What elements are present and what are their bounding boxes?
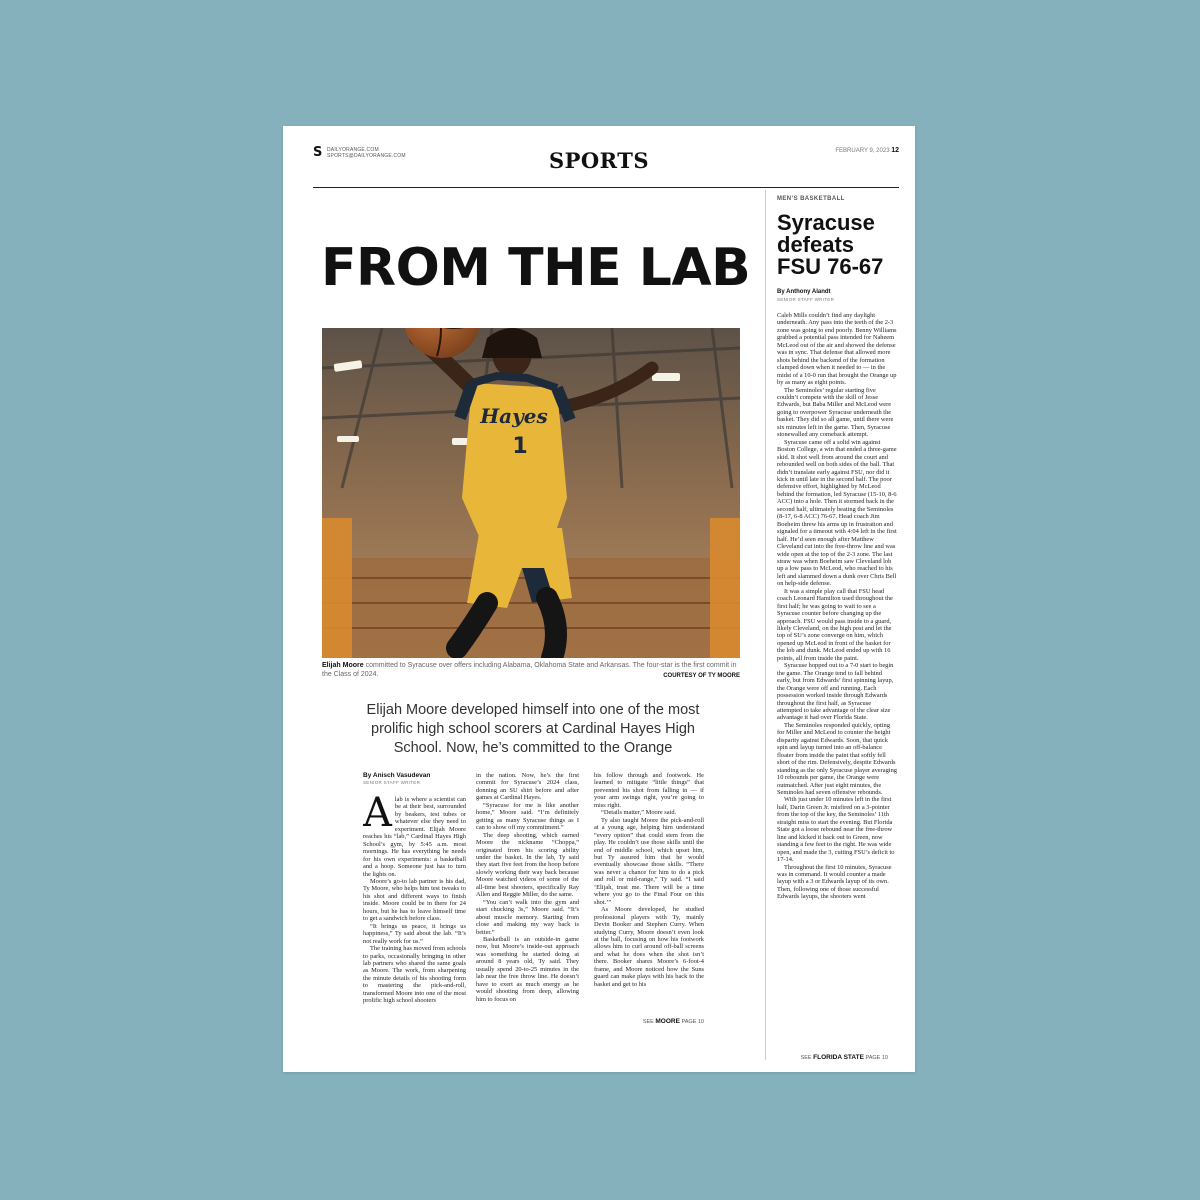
sidebar-headline: Syracuse defeats FSU 76-67	[777, 210, 884, 279]
main-headline: FROM THE LAB	[321, 238, 751, 298]
jump-word: FLORIDA STATE	[813, 1054, 864, 1061]
jersey-number: 1	[512, 434, 528, 459]
daily-orange-logo: S	[313, 145, 323, 160]
story-deck: Elijah Moore developed himself into one of the most prolific high school scorers at Cardinal Hayes High School. Now, he’s committed to the Orange	[366, 702, 700, 756]
date-text: FEBRUARY 9, 2023	[835, 148, 890, 154]
sidebar-byline-role: SENIOR STAFF WRITER	[777, 297, 835, 302]
paragraph: With just under 10 minutes left in the first half, Darin Green Jr. misfired on a 3-pointer from the top of the key, the Seminoles’ 11th straight miss to start the evening. But Florida State got a loose rebound near the free-throw line and kicked it back out to Green, now standing a few feet to the right. He was wide open, and made the 3, cutting FSU’s deficit to 17-14.	[777, 796, 895, 864]
paragraph: “It brings us peace, it brings us happiness,” Ty said about the lab. “It’s not really work for us.”	[363, 922, 466, 945]
paragraph: in the nation. Now, he’s the first commit for Syracuse’s 2024 class, donning an SU shirt before and after games at Cardinal Hayes.	[476, 772, 579, 802]
header-rule	[313, 187, 899, 188]
jump-word: MOORE	[655, 1018, 680, 1025]
story-column-2	[476, 772, 579, 1028]
jump-line-moore[interactable]	[594, 1018, 704, 1025]
paragraph-text: lab is where a scientist can be at their best, surrounded by beakers, test tubes or whatever else they need to experiment. Elijah Moore reaches his “lab,” Cardinal Hayes High School’s gym, by 5:45 a.m. most mornings. He has everything he needs for his own experiments: a basketball and a hoop. Someone just has to turn the lights on.	[363, 796, 466, 878]
sidebar-column	[777, 312, 897, 1053]
jump-line-florida-state[interactable]	[777, 1054, 888, 1061]
jersey-lettering: Hayes	[480, 404, 548, 428]
paragraph: “Details matter,” Moore said.	[601, 809, 677, 817]
caption-name: Elijah Moore	[322, 662, 364, 669]
paragraph	[363, 796, 466, 878]
paragraph: Moore’s go-to lab partner is his dad, Ty Moore, who helps him test tweaks to his shot and different ways to finish inside. Moore could be in there for 24 hours, but he has to leave himself time to get a sandwich before class.	[363, 877, 466, 923]
paragraph: The deep shooting, which earned Moore the nickname “Choppa,” originated from his scoring ability under the basket. In the lab, Ty said they start five feet from the hoop before slowly working their way back because Moore watched videos of some of the all-time best shooters, specifically Ray Allen and Reggie Miller, do the same.	[476, 831, 579, 899]
sidebar-byline: By Anthony Alandt	[777, 289, 831, 295]
story-column-3	[594, 772, 704, 1016]
page-header	[283, 126, 915, 188]
issue-date	[835, 147, 899, 154]
drop-cap: A	[363, 796, 392, 836]
sidebar-kicker: MEN’S BASKETBALL	[777, 196, 845, 202]
site-url: DAILYORANGE.COM	[327, 147, 379, 153]
dunk-illustration	[322, 328, 740, 658]
story-column-1	[363, 796, 466, 1028]
jump-see: SEE	[800, 1055, 814, 1061]
email-address: SPORTS@DAILYORANGE.COM	[327, 153, 406, 159]
paragraph: Caleb Mills couldn’t find any daylight underneath. Any pass into the teeth of the 2-3 zone was going to end poorly. Benny Williams grabbed a potential pass intended for Naheem McLeod out of the air and showed the defense was in sync. That defense that allowed more shots behind the backend of the formation clamped down when it needed to — in the midst of a 10-0 run that brought the Orange up by as many as eight points.	[777, 312, 897, 387]
paragraph: Ty also taught Moore the pick-and-roll at a young age, helping him understand “every option” that could stem from the play. He couldn’t use those skills until the end of middle school, which upset him, but Ty assured him that he would eventually showcase those skills. “There was never a chance for him to do a pick and roll or mid-range,” Ty said. “I said ‘Elijah, trust me. There will be a time where you go to the Final Four on this shot.’”	[594, 816, 704, 906]
jump-see: SEE	[642, 1019, 656, 1025]
paragraph: The Seminoles’ regular starting five couldn’t compete with the skill of Jesse Edwards, but Baba Miller and McLeod were going to overpower Syracuse underneath the basket. They did so all game, until there were six minutes left in the game. Then, Syracuse stonewalled any comeback attempt.	[777, 386, 894, 439]
paragraph: “You can’t walk into the gym and start chucking 3s,” Moore said. “It’s about muscle memory. Starting from close and making my way back is better.”	[476, 898, 579, 936]
caption-text: committed to Syracuse over offers including Alabama, Oklahoma State and Arkansas. The four-star is the first commit in the Class of 2024.	[322, 662, 737, 678]
newspaper-page	[283, 126, 915, 1072]
byline-role: SENIOR STAFF WRITER	[363, 780, 421, 785]
paragraph: his follow through and footwork. He learned to mitigate “little things” that prevented his shot from falling in — if your arm swings right, you’re going to miss right.	[594, 772, 704, 809]
paragraph: As Moore developed, he studied professional players with Ty, mainly Devin Booker and Stephen Curry. When studying Curry, Moore doesn’t even look at the ball, focusing on how his footwork allows him to curl around off-ball screens and what he does when the shot isn’t there. Booker shares Moore’s 6-foot-4 frame, and Moore noticed how the Suns guard can make plays with his back to the basket and get to his	[594, 906, 704, 988]
jump-page: PAGE 10	[863, 1055, 888, 1061]
feature-photo	[322, 328, 740, 658]
byline: By Anisch Vasudevan	[363, 772, 431, 779]
column-divider	[765, 190, 766, 1060]
paragraph: The training has moved from schools to parks, occasionally bringing in other lab partners who shared the same goals as Moore. The work, from sharpening the minute details of his shooting form to mastering the pick-and-roll, transformed Moore into one of the most prolific high school shooters	[363, 945, 466, 1005]
paragraph: Basketball is an outside-in game now, but Moore’s inside-out approach was something he started doing at around 8 years old, Ty said. They usually spend 20-to-25 minutes in the lab near the free throw line. He doesn’t have to exert as much energy as he would shooting from deep, allowing him to focus on	[476, 935, 579, 1003]
paragraph: Throughout the first 10 minutes, Syracuse was in command. It would counter a made layup with a 3 or Edwards layup of its own. Then, following one of those successful Edwards layups, the shooters went	[777, 863, 892, 901]
photo-credit: COURTESY OF TY MOORE	[663, 673, 740, 679]
paragraph: The Seminoles responded quickly, opting for Miller and McLeod to counter the height disparity against Edwards. Soon, that quick spin and layup turned into an off-balance floater from inside the paint that softly fell short of the rim. Defensively, despite Edwards standing as the only Syracuse player averaging 10 rebounds per game, the Orange were outmatched. After just eight minutes, the Seminoles had seven offensive rebounds.	[777, 721, 897, 796]
page-number: 12	[891, 147, 899, 154]
paragraph: It was a simple play call that FSU head coach Leonard Hamilton used throughout the first half; he was going to wait to see a Syracuse counter before changing up the approach. FSU would pass inside to a guard, likely Cleveland, on the high post and let the top of SU’s zone converge on him, which opened up McLeod in front of the basket for the lob and dunk. McLeod ended up with 16 points, all from inside the paint.	[777, 587, 893, 662]
paragraph: Syracuse came off a solid win against Boston College, a win that ended a three-game skid. It shot well from around the court and rebounded well on both sides of the ball. That didn’t translate early against FSU, nor did it kick in until late in the second half. The poor defensive effort, highlighted by McLeod behind the formation, led Syracuse (15-10, 8-6 ACC) into a hole. Then it stormed back in the second half, ultimately beating the Seminoles (8-17, 6-8 ACC) 76-67. Head coach Jim Boeheim threw his arms up in frustration and signaled for a timeout with 4:04 left in the first half. He’d seen enough after Matthew Cleveland cut into the free-throw line and was wide open at the top of the 2-3 zone. The last straw was when Boeheim saw Cleveland lob up a low pass to McLeod, who reached to his left and slammed down a dunk over Chris Bell on help-side defense.	[777, 438, 897, 588]
paragraph: Syracuse hopped out to a 7-0 start to begin the game. The Orange tend to fall behind early, but from Edwards’ first spinning layup, the Orange were off and running. Each possession worked inside through Edwards throughout the first half, as Syracuse attempted to take advantage of the clear size advantage it had over Florida State.	[777, 662, 894, 722]
paragraph: “Syracuse for me is like another home,” Moore said. “I’m definitely getting as many Syracuse things as I can to show off my commitment.”	[476, 801, 579, 832]
section-title: SPORTS	[548, 148, 650, 173]
jump-page: PAGE 10	[679, 1019, 704, 1025]
